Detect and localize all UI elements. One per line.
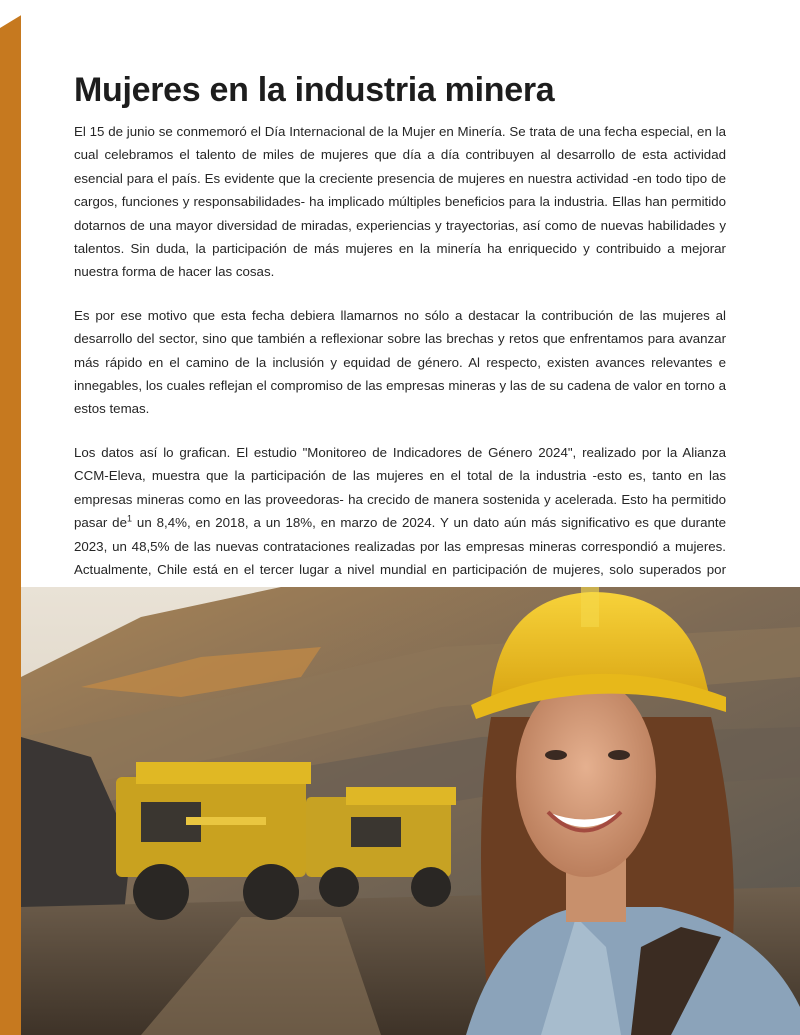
accent-side-bar (0, 0, 21, 1035)
paragraph-3-part-1: Los datos así lo grafican. El estudio "Monitoreo de Indicadores de Género 2024", realizado por la Alianza CCM-Eleva, muestra que la participación de las mujeres en el total de la industria -esto es, tanto en las empresas mineras como en las proveedoras- ha crecido de manera sostenida y acelerada. Esto ha permitido pasar de (74, 444, 726, 531)
footnote-marker: 1 (126, 513, 132, 524)
mining-photo-illustration (21, 587, 800, 1035)
paragraph-3-part-2: un 8,4%, en 2018, a un 18%, en marzo de 2024. Y un dato aún más significativo es que durante 2023, un 48,5% de las nuevas contrataciones realizadas por las empresas mineras correspondió a mujeres. Actualmente, Chile está en el tercer lugar a nivel mundial en participación de mujeres, solo superados por (74, 515, 726, 577)
paragraph-1: El 15 de junio se conmemoró el Día Internacional de la Mujer en Minería. Se trata de una fecha especial, en la cual celebramos el talento de miles de mujeres que día a día contribuyen al desarrollo de esta actividad esencial para el país. Es evidente que la creciente presencia de mujeres en nuestra actividad -en todo tipo de cargos, funciones y responsabilidades- ha implicado múltiples beneficios para la industria. Ellas han permitido dotarnos de una mayor diversidad de miradas, experiencias y trayectorias, así como de nuevas habilidades y talentos. Sin duda, la participación de más mujeres en la minería ha enriquecido y contribuido a mejorar nuestra forma de hacer las cosas. (74, 124, 726, 280)
article-title: Mujeres en la industria minera (74, 71, 555, 109)
paragraph-2: Es por ese motivo que esta fecha debiera llamarnos no sólo a destacar la contribución de las mujeres al desarrollo del sector, sino que también a reflexionar sobre las brechas y retos que enfrentamos para avanzar más rápido en el camino de la inclusión y equidad de género. Al respecto, existen avances relevantes e innegables, los cuales reflejan el compromiso de las empresas mineras y las de su cadena de valor en torno a estos temas. (74, 307, 726, 417)
page-corner-cut (0, 0, 46, 28)
paragraph-3 (74, 441, 726, 605)
article (74, 68, 726, 605)
mining-photo (21, 587, 800, 1035)
